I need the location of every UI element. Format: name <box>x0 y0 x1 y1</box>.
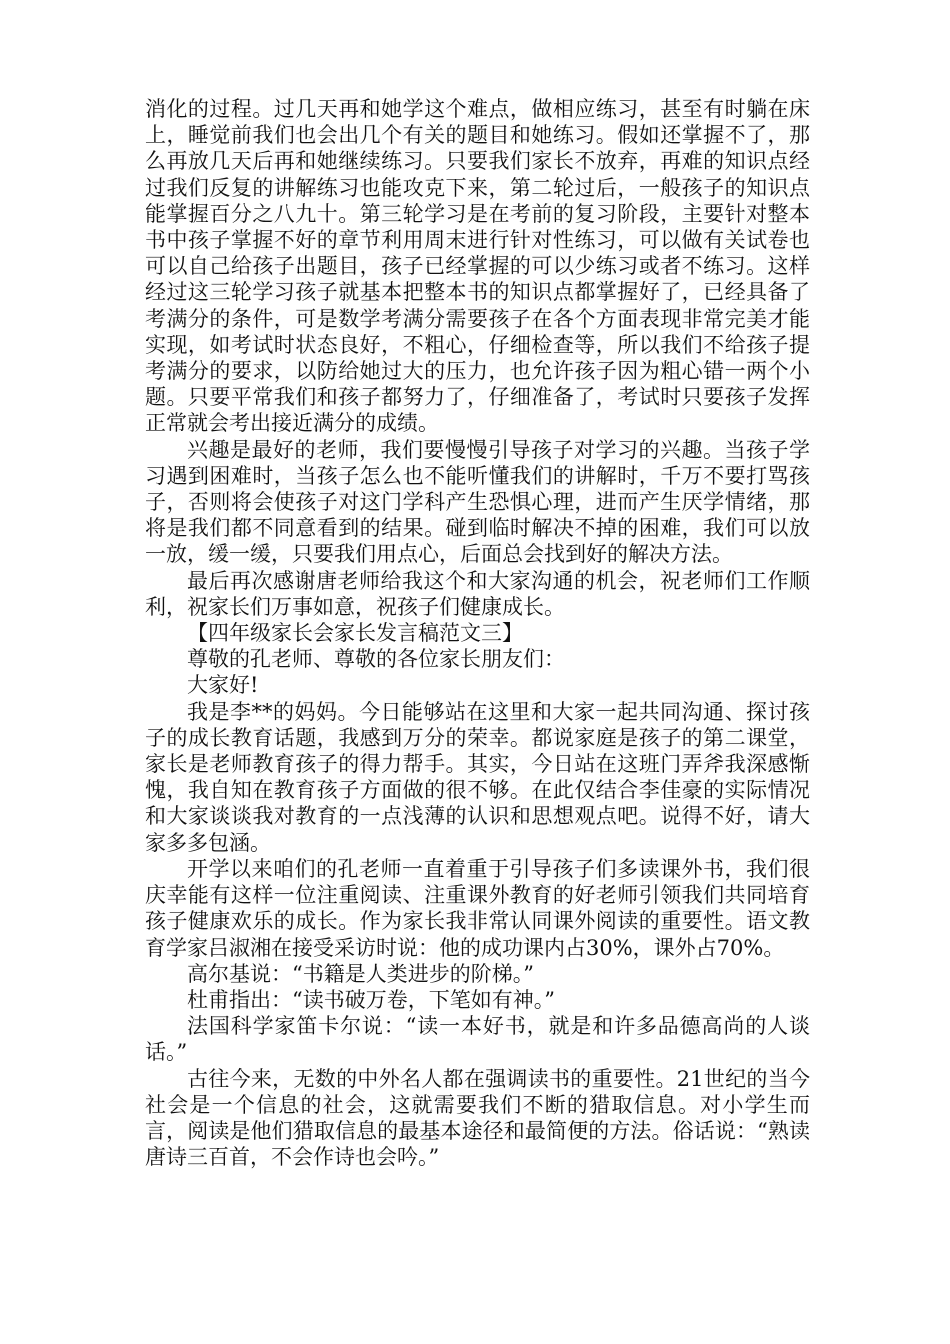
quote-dufu: 杜甫指出：“读书破万卷，下笔如有神。” <box>187 987 555 1012</box>
paragraph-2: 兴趣是最好的老师，我们要慢慢引导孩子对学习的兴趣。当孩子学习遇到困难时，当孩子怎么也不能听懂我们的讲解时，千万不要打骂孩子，否则将会使孩子对这门学科产生恐惧心理，进而产生厌学情绪，那将是我们都不同意看到的结果。碰到临时解决不掉的困难，我们可以放一放，缓一缓，只要我们用点心，后面总会找到好的解决方法。 <box>145 437 810 567</box>
paragraph-12: 古往今来，无数的中外名人都在强调读书的重要性。21世纪的当今社会是一个信息的社会，这就需要我们不断的猎取信息。对小学生而言，阅读是他们猎取信息的最基本途径和最简便的方法。俗话说：“熟读唐诗三百首，不会作诗也会吟。” <box>145 1066 810 1170</box>
quote-descartes: 法国科学家笛卡尔说：“读一本好书，就是和许多品德高尚的人谈话。” <box>145 1014 810 1065</box>
paragraph-3: 最后再次感谢唐老师给我这个和大家沟通的机会，祝老师们工作顺利，祝家长们万事如意，祝孩子们健康成长。 <box>145 568 810 619</box>
paragraph-7: 我是李**的妈妈。今日能够站在这里和大家一起共同沟通、探讨孩子的成长教育话题，我感到万分的荣幸。都说家庭是孩子的第二课堂，家长是老师教育孩子的得力帮手。其实，今日站在这班门弄斧我深感惭愧，我自知在教育孩子方面做的很不够。在此仅结合李佳豪的实际情况和大家谈谈我对教育的一点浅薄的认识和思想观点吧。说得不好，请大家多多包涵。 <box>145 699 810 855</box>
document-page <box>145 96 810 1170</box>
salutation: 尊敬的孔老师、尊敬的各位家长朋友们： <box>187 647 565 672</box>
quote-gorky: 高尔基说：“书籍是人类进步的阶梯。” <box>187 961 534 986</box>
paragraph-1: 消化的过程。过几天再和她学这个难点，做相应练习，甚至有时躺在床上，睡觉前我们也会出几个有关的题目和她练习。假如还掌握不了，那么再放几天后再和她继续练习。只要我们家长不放弃，再难的知识点经过我们反复的讲解练习也能攻克下来，第二轮过后，一般孩子的知识点能掌握百分之八九十。第三轮学习是在考前的复习阶段，主要针对整本书中孩子掌握不好的章节利用周末进行针对性练习，可以做有关试卷也可以自己给孩子出题目，孩子已经掌握的可以少练习或者不练习。这样经过这三轮学习孩子就基本把整本书的知识点都掌握好了，已经具备了考满分的条件，可是数学考满分需要孩子在各个方面表现非常完美才能实现，如考试时状态良好，不粗心，仔细检查等，所以我们不给孩子提考满分的要求，以防给她过大的压力，也允许孩子因为粗心错一两个小题。只要平常我们和孩子都努力了，仔细准备了，考试时只要孩子发挥正常就会考出接近满分的成绩。 <box>145 97 810 436</box>
section-heading: 【四年级家长会家长发言稿范文三】 <box>187 621 523 646</box>
paragraph-8: 开学以来咱们的孔老师一直着重于引导孩子们多读课外书，我们很庆幸能有这样一位注重阅读、注重课外教育的好老师引领我们共同培育孩子健康欢乐的成长。作为家长我非常认同课外阅读的重要性。语文教育学家吕淑湘在接受采访时说：他的成功课内占30%，课外占70%。 <box>145 856 810 960</box>
greeting: 大家好! <box>187 673 259 698</box>
